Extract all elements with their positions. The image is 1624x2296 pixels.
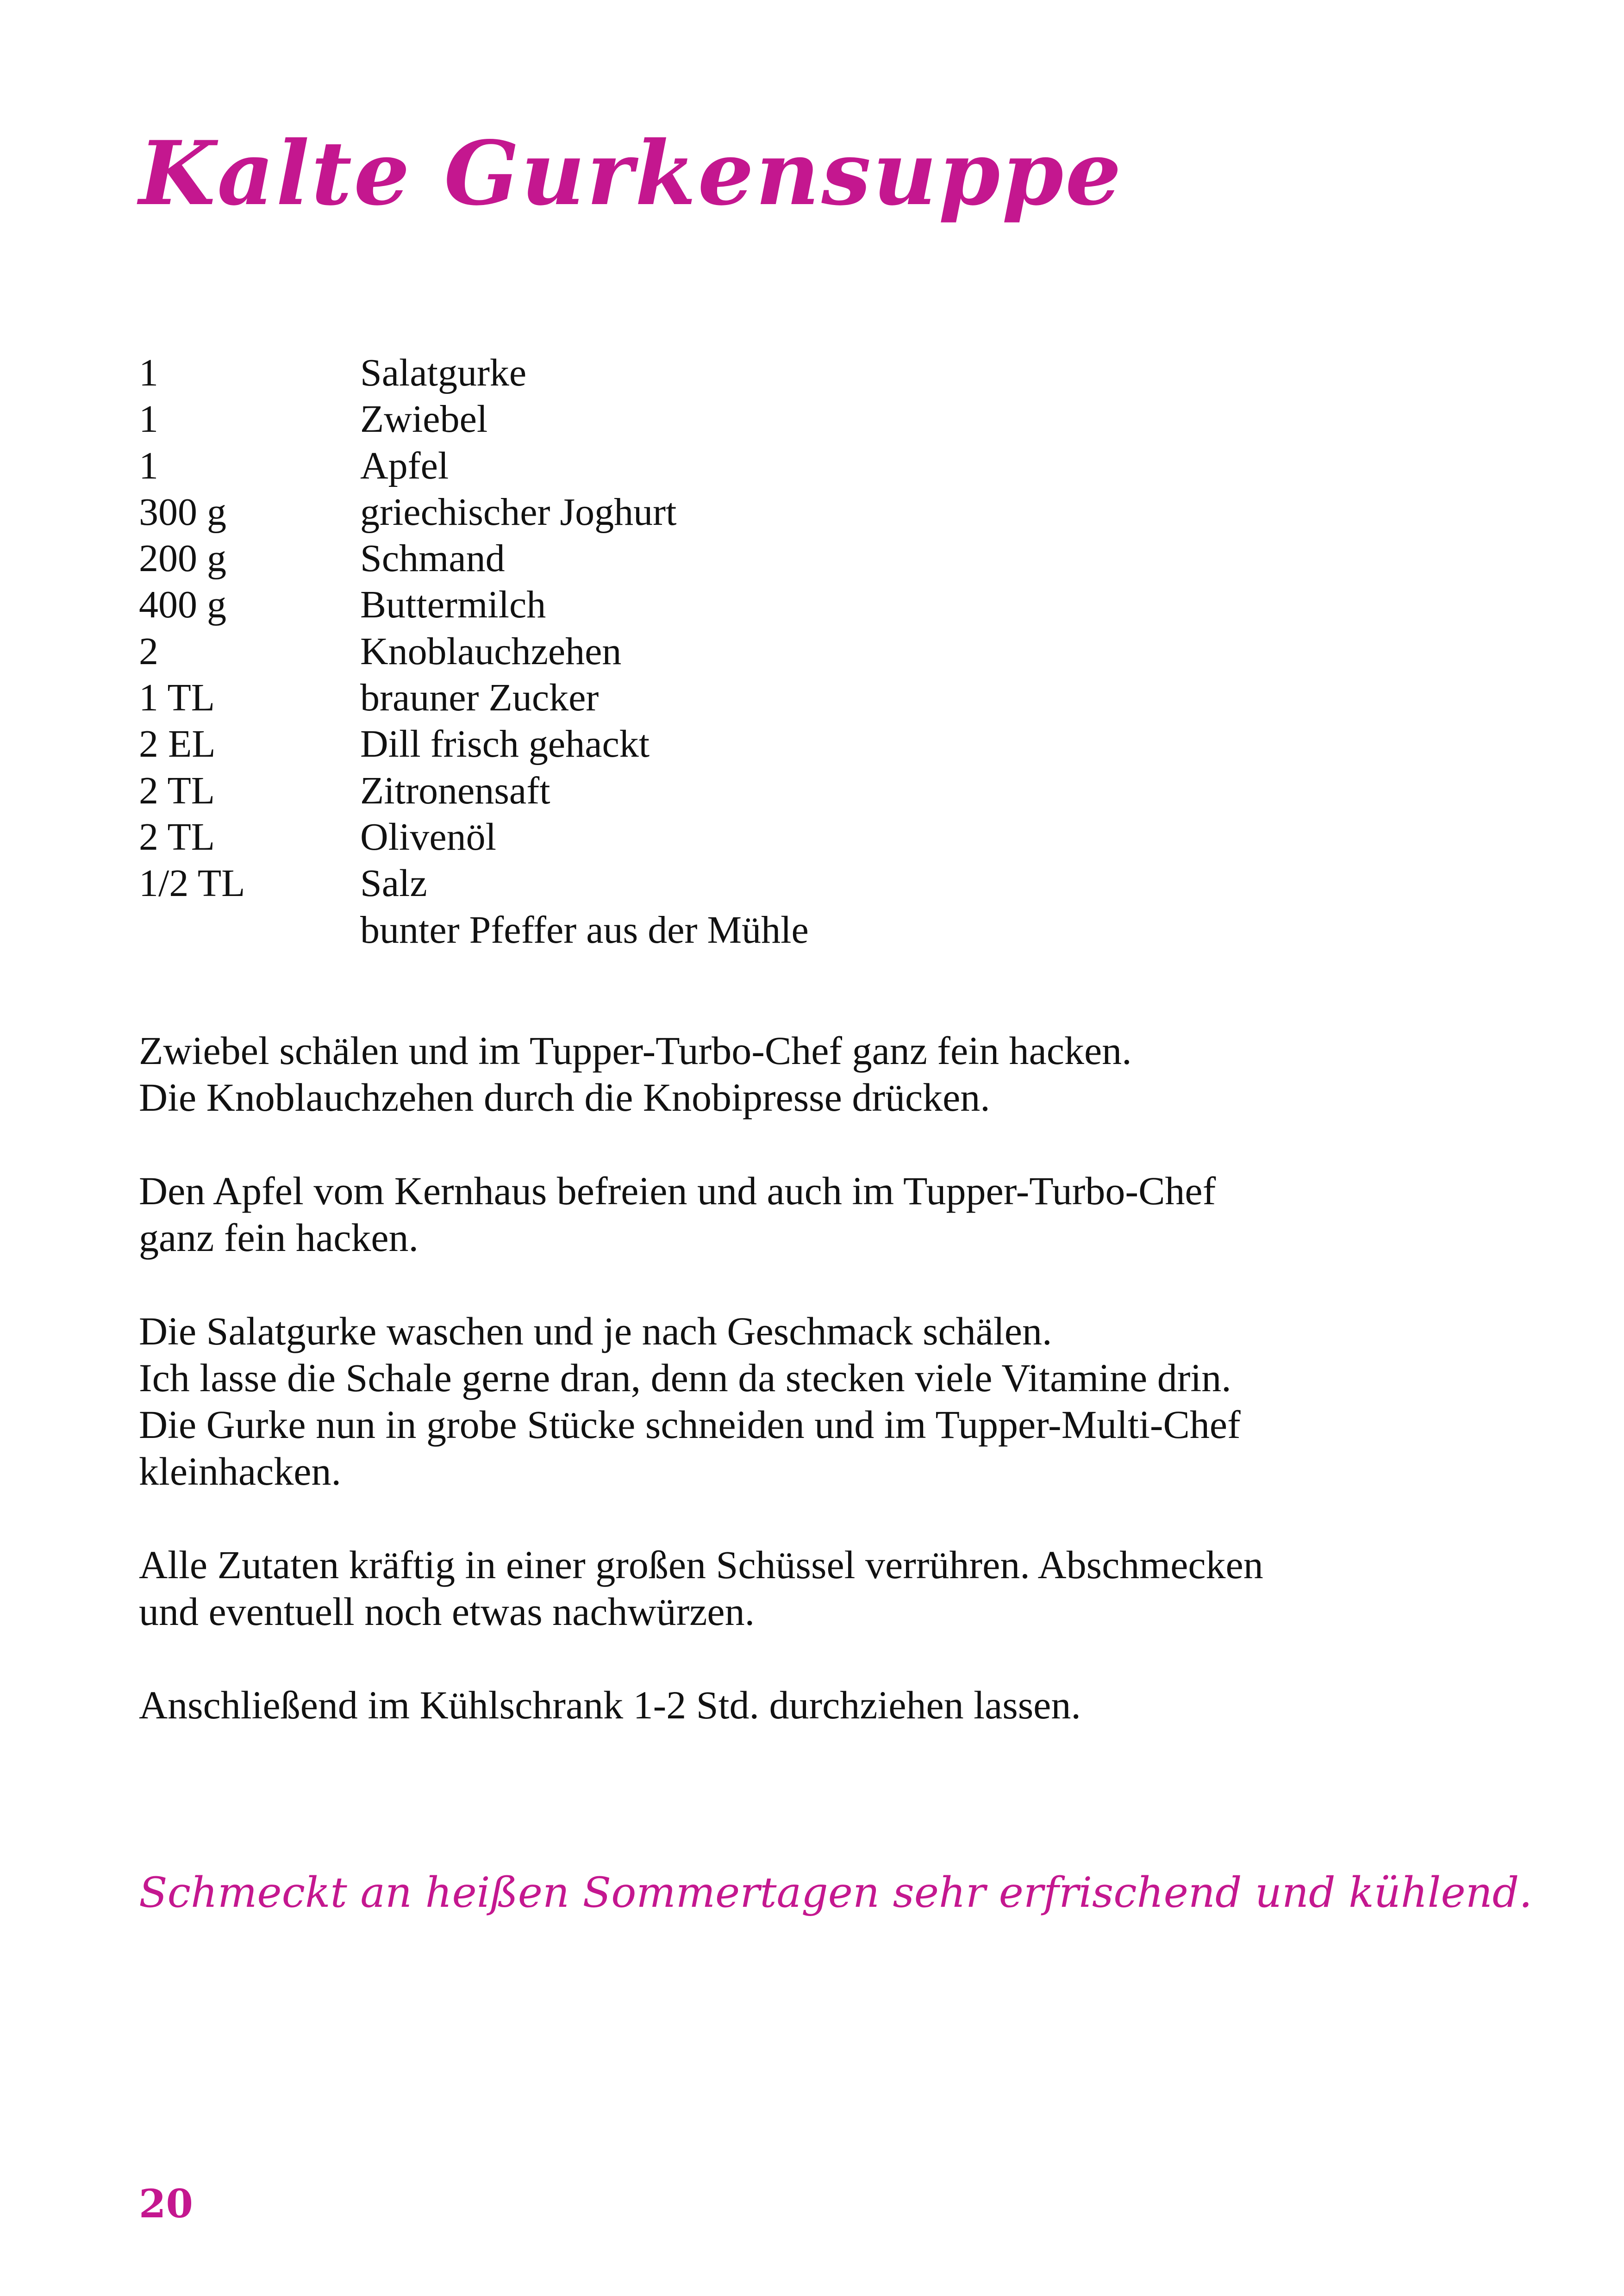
ingredient-row	[139, 675, 809, 721]
ingredient-name: brauner Zucker	[360, 676, 599, 720]
ingredient-name: Salz	[360, 862, 427, 905]
serving-tagline: Schmeckt an heißen Sommertagen sehr erfrischend und kühlend.	[139, 1868, 1532, 1917]
ingredient-name: Apfel	[360, 444, 449, 487]
ingredient-row	[139, 350, 809, 396]
ingredient-row	[139, 396, 809, 442]
ingredient-quantity: 1	[139, 398, 158, 441]
ingredient-name: Olivenöl	[360, 815, 496, 859]
ingredient-quantity: 400 g	[139, 583, 226, 627]
ingredient-row	[139, 582, 809, 628]
ingredient-name: Salatgurke	[360, 351, 527, 394]
ingredient-quantity: 2 EL	[139, 722, 216, 766]
ingredient-quantity: 1/2 TL	[139, 862, 245, 905]
ingredient-quantity: 200 g	[139, 537, 226, 580]
ingredient-quantity: 1	[139, 444, 158, 487]
ingredient-row	[139, 721, 809, 767]
ingredient-row	[139, 628, 809, 675]
ingredient-row	[139, 768, 809, 814]
ingredient-name: Schmand	[360, 537, 505, 580]
step-paragraph: Anschließend im Kühlschrank 1-2 Std. durchziehen lassen.	[139, 1683, 1081, 1727]
ingredient-quantity: 2	[139, 629, 158, 673]
ingredient-name: bunter Pfeffer aus der Mühle	[360, 908, 809, 952]
preparation-steps	[139, 1027, 1528, 1775]
ingredient-row	[139, 443, 809, 489]
step-paragraph: Die Salatgurke waschen und je nach Geschmack schälen. Ich lasse die Schale gerne dran, denn da stecken viele Vitamine drin. Die Gurke nun in grobe Stücke schneiden und im Tupper-Multi-Chef kleinhacken.	[139, 1309, 1241, 1493]
ingredient-row	[139, 814, 809, 860]
ingredient-row	[139, 907, 809, 953]
ingredient-name: Zwiebel	[360, 398, 488, 441]
step-paragraph: Zwiebel schälen und im Tupper-Turbo-Chef ganz fein hacken. Die Knoblauchzehen durch die Knobipresse drücken.	[139, 1028, 1132, 1120]
ingredient-row	[139, 860, 809, 907]
page-number: 20	[139, 2181, 193, 2227]
step-paragraph: Den Apfel vom Kernhaus befreien und auch im Tupper-Turbo-Chef ganz fein hacken.	[139, 1169, 1216, 1260]
step-paragraph: Alle Zutaten kräftig in einer großen Schüssel verrühren. Abschmecken und eventuell noch etwas nachwürzen.	[139, 1543, 1263, 1634]
ingredient-name: Knoblauchzehen	[360, 629, 622, 673]
ingredient-quantity: 300 g	[139, 490, 226, 534]
ingredient-name: griechischer Joghurt	[360, 490, 677, 534]
ingredient-quantity: 2 TL	[139, 769, 215, 812]
ingredient-list	[139, 350, 809, 953]
ingredient-name: Buttermilch	[360, 583, 546, 627]
ingredient-row	[139, 535, 809, 582]
ingredient-row	[139, 489, 809, 535]
ingredient-name: Zitronensaft	[360, 769, 550, 812]
recipe-title: Kalte Gurkensuppe	[139, 122, 1124, 225]
ingredient-name: Dill frisch gehackt	[360, 722, 650, 766]
ingredient-quantity: 1	[139, 351, 158, 394]
ingredient-quantity	[139, 907, 360, 953]
ingredient-quantity: 1 TL	[139, 676, 215, 720]
ingredient-quantity: 2 TL	[139, 815, 215, 859]
